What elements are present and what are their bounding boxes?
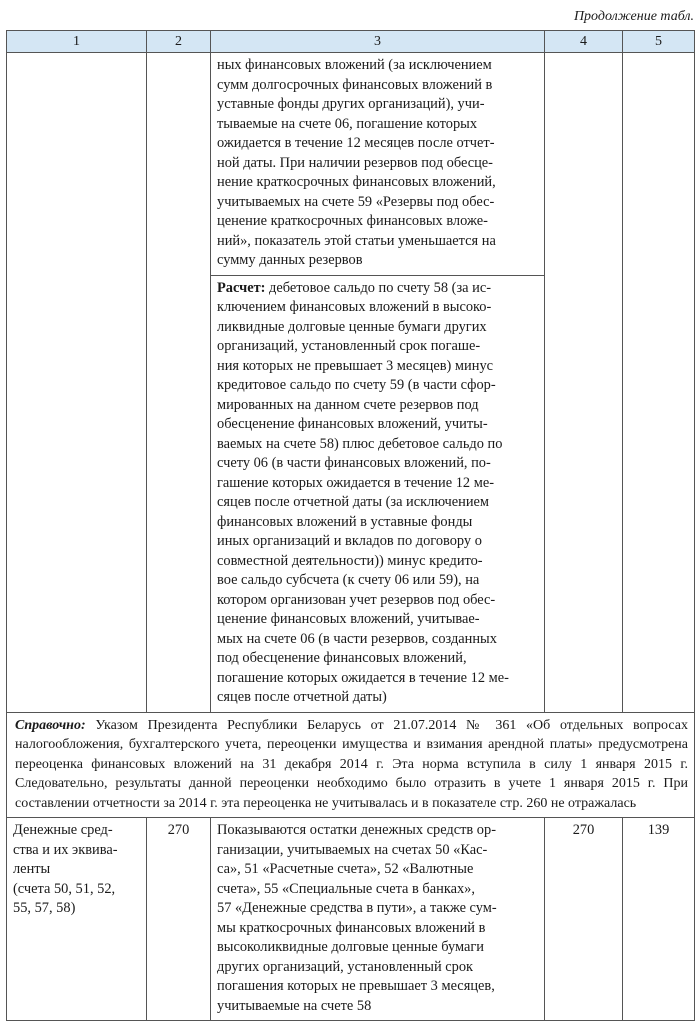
line-code-cell: 270 (147, 818, 211, 1021)
reference-note (7, 712, 695, 818)
header-row (7, 31, 695, 53)
table-continuation-caption: Продолжение табл. (573, 9, 694, 24)
accounting-table (6, 30, 695, 1021)
col-header-3: 3 (211, 31, 545, 53)
col-header-2: 2 (147, 31, 211, 53)
description-cell: ных финансовых вложений (за исключением сумм долгосрочных финансовых вложений в уставные фонды других организаций), учи- тываемые на счете 06, погашение которых ожидается в течение 12 месяцев после отчет- ной даты. При наличии резервов под обесце- нение краткосрочных финансовых вложений, учитываемых на счете 59 «Резервы под обес- ценение краткосрочных финансовых вложе- ний», показатель этой статьи уменьшается на сумму данных резервов (211, 53, 545, 276)
reference-label: Справочно: (15, 717, 86, 733)
table-row (7, 818, 695, 1021)
calculation-label: Расчет: (217, 279, 266, 296)
calculation-cell: Расчет: дебетовое сальдо по счету 58 (за ис- ключением финансовых вложений в высоко- ликвидные долговые ценные бумаги других организаций, установленный срок погаше- ния которых не превышает 3 месяцев) минус кредитовое сальдо по счету 59 (в части сфор- мированных на данном счете резервов под обесценение финансовых вложений, учиты- ваемых на счете 58) плюс дебетовое сальдо по счету 06 (в части финансовых вложений, по- гашение которых ожидается в течение 12 ме- сяцев после отчетной даты (за исключением финансовых вложений в уставные фонды иных организаций и вкладов по договору о совместной деятельности)) минус кредито- вое сальдо субсчета (к счету 06 или 59), на котором организован учет резервов под обес- ценение финансовых вложений, учитывае- мых на счете 06 (в части резервов, созданных под обесценение финансовых вложений, погашение которых ожидается в течение 12 ме- сяцев после отчетной даты) (211, 275, 545, 712)
line-description-cell: Показываются остатки денежных средств ор- ганизации, учитываемых на счетах 50 «Кас- са», 51 «Расчетные счета», 52 «Валютные счета», 55 «Специальные счета в банках», 57 «Денежные средства в пути», а также сум- мы краткосрочных финансовых вложений в высоколиквидные долговые ценные бумаги других организаций, установленный срок погашения которых не превышает 3 месяцев, учитываемые на счете 58 (211, 818, 545, 1021)
line-col5-cell: 139 (623, 818, 695, 1021)
cell-col2 (147, 53, 211, 713)
cell-col5 (623, 53, 695, 713)
reference-text: Указом Президента Республики Беларусь от 21.07.2014 № 361 «Об отдельных вопросах налогообложения, бухгалтерского учета, переоценки имущества и взимания арендной платы» предусмотрена переоценка финансовых вложений на 31 декабря 2014 г. Эта норма вступила в силу 1 января 2015 г. Следовательно, результаты данной переоценки необходимо было отразить в учете 1 января 2015 г. При составлении отчетности за 2014 г. эта переоценка не учитывалась и в показателе стр. 260 не отражалась (15, 717, 688, 811)
line-col4-cell: 270 (545, 818, 623, 1021)
col-header-4: 4 (545, 31, 623, 53)
cell-col1 (7, 53, 147, 713)
col-header-1: 1 (7, 31, 147, 53)
line-name-cell: Денежные сред- ства и их эквива- ленты (счета 50, 51, 52, 55, 57, 58) (7, 818, 147, 1021)
cell-col4 (545, 53, 623, 713)
col-header-5: 5 (623, 31, 695, 53)
reference-row (7, 712, 695, 818)
table-row (7, 53, 695, 276)
